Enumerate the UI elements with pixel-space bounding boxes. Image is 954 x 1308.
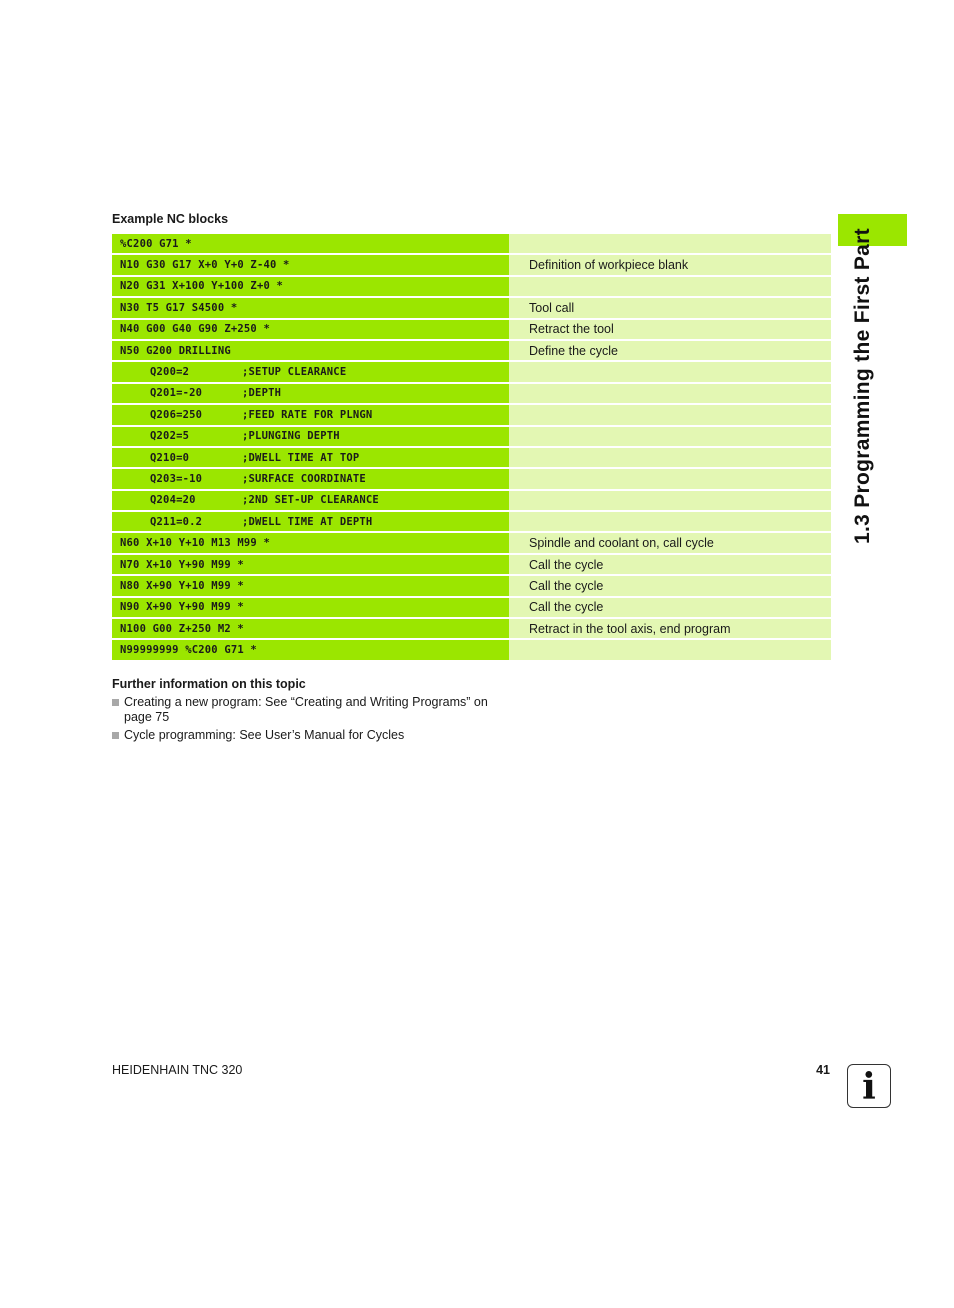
further-info-item [112, 728, 512, 743]
nc-code-cell [112, 512, 509, 531]
nc-block-row [112, 448, 831, 467]
nc-description-cell: Retract in the tool axis, end program [509, 619, 831, 638]
nc-description-cell [509, 384, 831, 403]
nc-code-cell: N100 G00 Z+250 M2 * [112, 619, 509, 638]
further-info-text: Cycle programming: See User’s Manual for Cycles [124, 728, 405, 742]
nc-cycle-comment: ;DWELL TIME AT DEPTH [242, 515, 373, 528]
nc-description-cell: Retract the tool [509, 320, 831, 339]
nc-cycle-comment: ;DEPTH [242, 387, 282, 400]
nc-description-cell [509, 234, 831, 253]
nc-code-cell [112, 427, 509, 446]
nc-block-row [112, 427, 831, 446]
bullet-square-icon [112, 699, 119, 706]
footer-product-name: HEIDENHAIN TNC 320 [112, 1063, 243, 1077]
nc-description-cell: Call the cycle [509, 576, 831, 595]
nc-cycle-parameter: Q206=250 [150, 408, 203, 421]
info-icon [847, 1064, 891, 1108]
further-info-item [112, 695, 512, 725]
further-information-list [112, 695, 512, 746]
nc-blocks-table [112, 234, 831, 662]
nc-cycle-comment: ;PLUNGING DEPTH [242, 430, 340, 443]
nc-cycle-comment: ;SURFACE COORDINATE [242, 472, 366, 485]
nc-description-cell: Call the cycle [509, 598, 831, 617]
heading-further-information: Further information on this topic [112, 677, 306, 691]
nc-code-cell [112, 448, 509, 467]
nc-block-row [112, 619, 831, 638]
nc-code-cell: N50 G200 DRILLING [112, 341, 509, 360]
nc-block-row [112, 384, 831, 403]
nc-code-cell: %C200 G71 * [112, 234, 509, 253]
nc-description-cell: Definition of workpiece blank [509, 255, 831, 274]
nc-block-row [112, 362, 831, 381]
nc-block-row [112, 640, 831, 659]
nc-cycle-parameter: Q200=2 [150, 366, 190, 379]
nc-description-cell [509, 448, 831, 467]
nc-block-row [112, 341, 831, 360]
nc-block-row [112, 576, 831, 595]
nc-description-cell: Define the cycle [509, 341, 831, 360]
nc-cycle-parameter: Q203=-10 [150, 472, 203, 485]
nc-block-row [112, 234, 831, 253]
nc-block-row [112, 598, 831, 617]
nc-block-row [112, 298, 831, 317]
nc-code-cell: N90 X+90 Y+90 M99 * [112, 598, 509, 617]
nc-block-row [112, 277, 831, 296]
nc-cycle-comment: ;2ND SET-UP CLEARANCE [242, 494, 379, 507]
nc-code-cell: N70 X+10 Y+90 M99 * [112, 555, 509, 574]
nc-description-cell [509, 427, 831, 446]
heading-example-nc-blocks: Example NC blocks [112, 212, 229, 226]
nc-description-cell: Spindle and coolant on, call cycle [509, 533, 831, 552]
nc-description-cell [509, 491, 831, 510]
nc-block-row [112, 555, 831, 574]
nc-description-cell [509, 362, 831, 381]
nc-code-cell: N20 G31 X+100 Y+100 Z+0 * [112, 277, 509, 296]
nc-code-cell: N40 G00 G40 G90 Z+250 * [112, 320, 509, 339]
nc-code-cell: N99999999 %C200 G71 * [112, 640, 509, 659]
nc-block-row [112, 320, 831, 339]
bullet-square-icon [112, 732, 119, 739]
nc-cycle-parameter: Q210=0 [150, 451, 190, 464]
nc-code-cell [112, 405, 509, 424]
nc-description-cell [509, 405, 831, 424]
nc-description-cell [509, 640, 831, 659]
nc-code-cell [112, 362, 509, 381]
nc-cycle-comment: ;DWELL TIME AT TOP [242, 451, 360, 464]
nc-description-cell: Tool call [509, 298, 831, 317]
nc-cycle-parameter: Q211=0.2 [150, 515, 203, 528]
nc-code-cell: N10 G30 G17 X+0 Y+0 Z-40 * [112, 255, 509, 274]
nc-block-row [112, 405, 831, 424]
info-icon-glyph: i [862, 1069, 876, 1103]
nc-code-cell [112, 384, 509, 403]
nc-cycle-comment: ;FEED RATE FOR PLNGN [242, 408, 373, 421]
nc-cycle-parameter: Q204=20 [150, 494, 196, 507]
chapter-side-title: 1.3 Programming the First Part [851, 228, 874, 544]
nc-block-row [112, 533, 831, 552]
nc-code-cell: N60 X+10 Y+10 M13 M99 * [112, 533, 509, 552]
nc-cycle-comment: ;SETUP CLEARANCE [242, 366, 347, 379]
nc-code-cell: N80 X+90 Y+10 M99 * [112, 576, 509, 595]
nc-block-row [112, 469, 831, 488]
nc-description-cell: Call the cycle [509, 555, 831, 574]
nc-block-row [112, 491, 831, 510]
nc-block-row [112, 255, 831, 274]
nc-block-row [112, 512, 831, 531]
nc-code-cell [112, 469, 509, 488]
nc-code-cell: N30 T5 G17 S4500 * [112, 298, 509, 317]
nc-description-cell [509, 512, 831, 531]
nc-code-cell [112, 491, 509, 510]
nc-description-cell [509, 469, 831, 488]
nc-cycle-parameter: Q201=-20 [150, 387, 203, 400]
nc-description-cell [509, 277, 831, 296]
page-number: 41 [816, 1063, 830, 1077]
further-info-text: Creating a new program: See “Creating and Writing Programs” on page 75 [124, 695, 488, 724]
nc-cycle-parameter: Q202=5 [150, 430, 190, 443]
